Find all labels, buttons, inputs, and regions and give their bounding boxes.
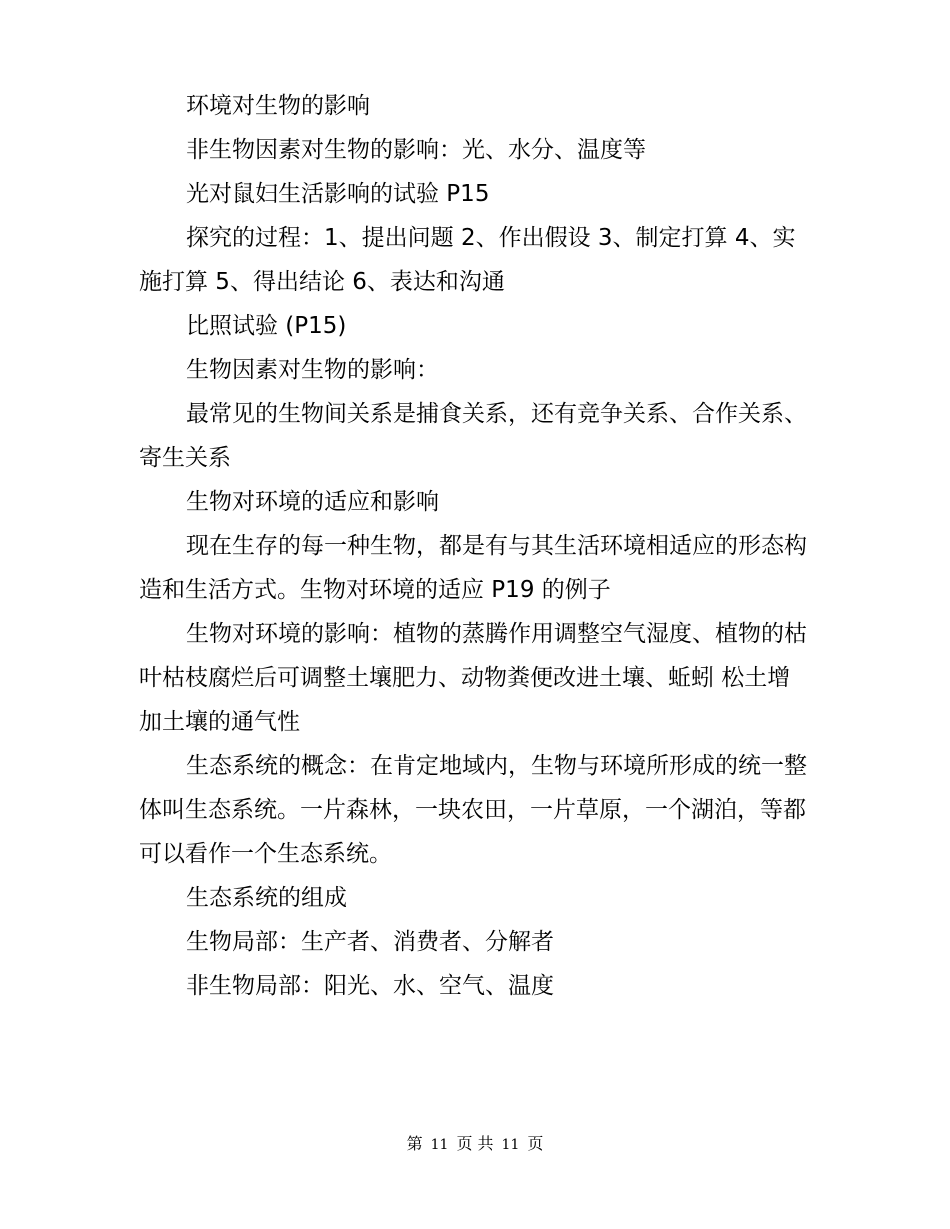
footer-total-pages: 11 bbox=[501, 1137, 520, 1153]
paragraph: 生态系统的概念：在肯定地域内，生物与环境所形成的统一整体叫生态系统。一片森林，一块农田，一片草原，一个湖泊，等都可以看作一个生态系统。 bbox=[139, 753, 807, 867]
page-footer bbox=[0, 1132, 950, 1157]
paragraph: 最常见的生物间关系是捕食关系，还有竞争关系、合作关系、寄生关系 bbox=[139, 401, 807, 471]
paragraph: 生物对环境的适应和影响 bbox=[186, 489, 439, 515]
paragraph: 光对鼠妇生活影响的试验 P15 bbox=[186, 181, 490, 207]
document-body bbox=[139, 84, 811, 1008]
footer-prefix: 第 bbox=[406, 1134, 423, 1153]
footer-suffix: 页 bbox=[527, 1134, 544, 1153]
paragraph: 生物局部：生产者、消费者、分解者 bbox=[186, 929, 554, 955]
paragraph: 非生物因素对生物的影响：光、水分、温度等 bbox=[186, 137, 646, 163]
paragraph: 探究的过程：1、提出问题 2、作出假设 3、制定打算 4、实施打算 5、得出结论 6、表达和沟通 bbox=[139, 225, 796, 295]
paragraph: 生态系统的组成 bbox=[186, 885, 347, 911]
paragraph: 生物因素对生物的影响： bbox=[186, 357, 439, 383]
footer-middle: 页 共 bbox=[456, 1134, 494, 1153]
paragraph: 环境对生物的影响 bbox=[186, 93, 370, 119]
paragraph: 现在生存的每一种生物，都是有与其生活环境相适应的形态构造和生活方式。生物对环境的适应 P19 的例子 bbox=[139, 533, 807, 603]
paragraph: 比照试验 (P15) bbox=[186, 313, 347, 339]
paragraph: 非生物局部：阳光、水、空气、温度 bbox=[186, 973, 554, 999]
footer-current-page: 11 bbox=[430, 1137, 449, 1153]
paragraph: 生物对环境的影响：植物的蒸腾作用调整空气湿度、植物的枯叶枯枝腐烂后可调整土壤肥力、动物粪便改进土壤、蚯蚓 松土增加土壤的通气性 bbox=[139, 621, 807, 735]
